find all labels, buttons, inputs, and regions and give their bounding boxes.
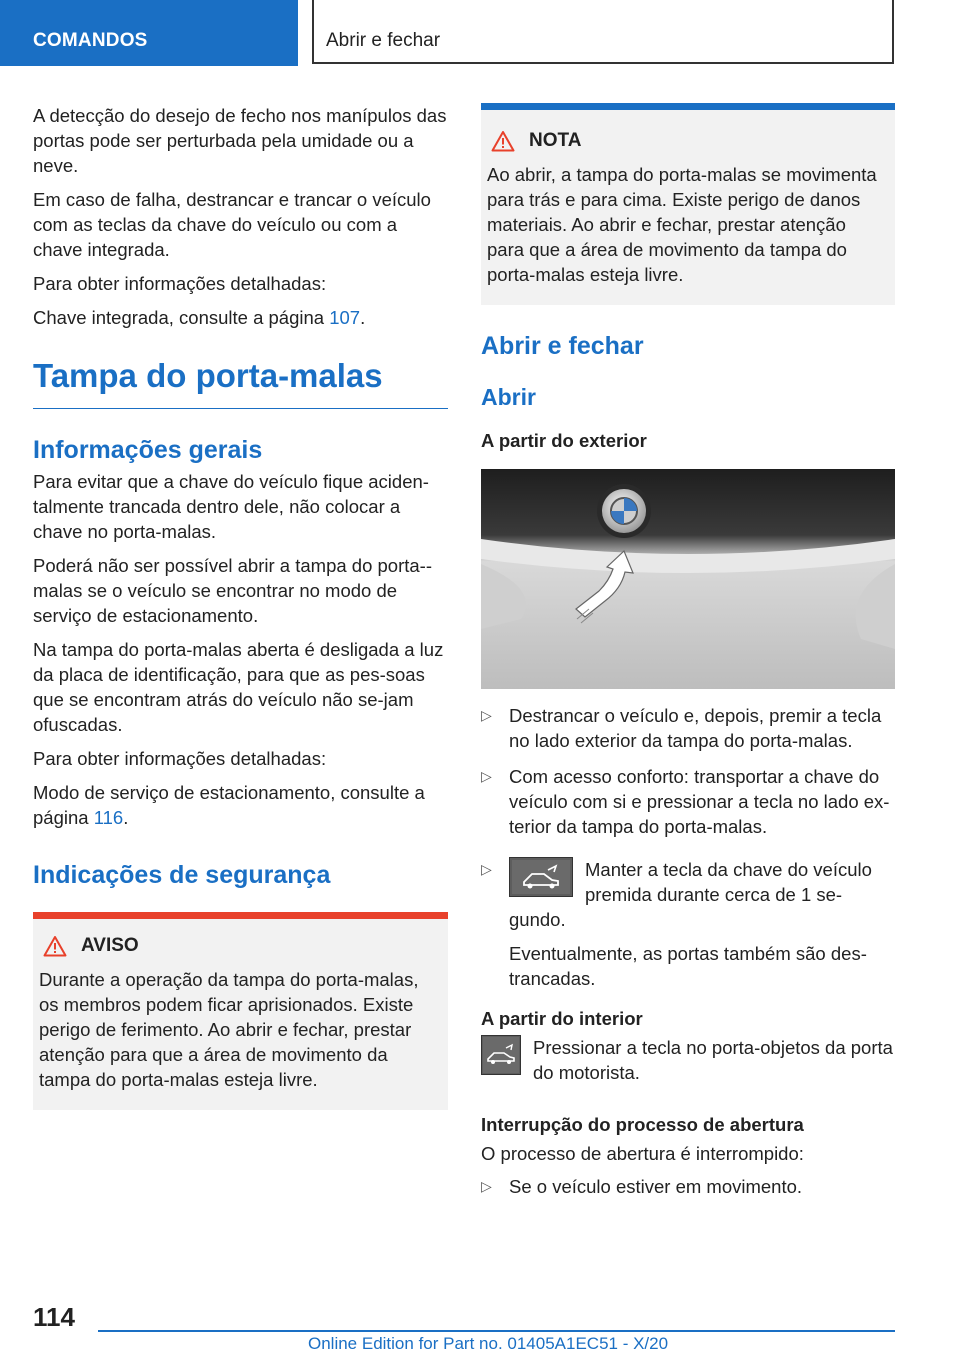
interior-instruction: Pressionar a tecla no porta-objetos da porta do motorista. — [481, 1035, 895, 1085]
subheading-interior: A partir do interior — [481, 1008, 643, 1029]
section-heading-open-close: Abrir e fechar — [481, 332, 644, 360]
list-item: ▷ Com acesso conforto: transportar a chave do veículo com si e pressionar a tecla no lado ex-terior da tampa do porta-malas. — [481, 766, 890, 837]
bullet-triangle-icon: ▷ — [481, 768, 492, 784]
header-page-title: Abrir e fechar — [326, 30, 441, 51]
car-trunk-key-icon — [481, 1035, 521, 1075]
paragraph: Poderá não ser possível abrir a tampa do porta--malas se o veículo se encontrar no modo de serviço de estacionamento. — [33, 555, 432, 626]
warning-triangle-icon — [491, 130, 515, 152]
section-heading-safety: Indicações de segurança — [33, 861, 331, 889]
page-link-107[interactable]: 107 — [329, 307, 361, 328]
right-column — [481, 103, 895, 1199]
paragraph: Para obter informações detalhadas: — [33, 273, 327, 294]
bullet-triangle-icon: ▷ — [481, 861, 492, 877]
paragraph: Chave integrada, consulte a página 107. — [33, 307, 366, 328]
header-section-tab — [0, 0, 298, 66]
trunk-button-photo — [481, 469, 895, 689]
header-page-title-box — [312, 0, 894, 64]
header-section-label: COMANDOS — [33, 30, 148, 51]
car-trunk-key-icon — [509, 857, 573, 897]
list-item: ▷ Destrancar o veículo e, depois, premir a tecla no lado exterior da tampa do porta-malas. — [481, 705, 882, 751]
note-text: Ao abrir, a tampa do porta-malas se movimenta para trás e para cima. Existe perigo de danos materiais. Ao abrir e fechar, prestar atenção para que a área de movimento da tampa do porta-malas esteja livre. — [487, 164, 877, 285]
warning-text: Durante a operação da tampa do porta-malas, os membros podem ficar aprisionados. Existe perigo de ferimento. Ao abrir e fechar, prestar atenção para que a área de movimento da tampa do porta-malas esteja livre. — [39, 969, 419, 1090]
paragraph: A detecção do desejo de fecho nos manípulos das portas pode ser perturbada pela umidade ou a neve. — [33, 105, 447, 176]
paragraph: Para evitar que a chave do veículo fique aciden-talmente trancada dentro dele, não colocar a chave no porta-malas. — [33, 471, 429, 542]
bullet-triangle-icon: ▷ — [481, 707, 492, 723]
note-box — [481, 103, 895, 305]
bullet-triangle-icon: ▷ — [481, 1178, 492, 1194]
warning-title: AVISO — [39, 933, 440, 959]
list-item: ▷ Se o veículo estiver em movimento. — [481, 1176, 803, 1197]
left-column — [33, 103, 448, 1110]
paragraph: Modo de serviço de estacionamento, consulte a página 116. — [33, 782, 425, 828]
warning-triangle-icon — [43, 935, 67, 957]
page-number: 114 — [33, 1302, 75, 1332]
paragraph: Em caso de falha, destrancar e trancar o veículo com as teclas da chave do veículo ou com a chave integrada. — [33, 189, 431, 260]
footer-edition: Online Edition for Part no. 01405A1EC51 - X/20 — [308, 1334, 669, 1353]
subheading-exterior: A partir do exterior — [481, 430, 647, 451]
list-item: ▷ Manter a tecla da chave do veículo premida durante cerca de 1 se- gundo. Eventualmente, as portas também são des-trancadas. — [481, 859, 872, 989]
subheading-open: Abrir — [481, 384, 536, 410]
note-title: NOTA — [487, 128, 887, 154]
paragraph: Para obter informações detalhadas: — [33, 748, 327, 769]
main-heading: Tampa do porta-malas — [33, 356, 448, 409]
paragraph: O processo de abertura é interrompido: — [481, 1143, 804, 1164]
warning-box — [33, 912, 448, 1110]
section-heading-info: Informações gerais — [33, 436, 263, 464]
footer-divider — [98, 1330, 895, 1332]
paragraph: Na tampa do porta-malas aberta é desligada a luz da placa de identificação, para que as pes-soas que se encontram atrás do veículo não se-jam ofuscadas. — [33, 639, 444, 735]
page-link-116[interactable]: 116 — [93, 807, 124, 828]
subheading-interrupt: Interrupção do processo de abertura — [481, 1114, 804, 1135]
